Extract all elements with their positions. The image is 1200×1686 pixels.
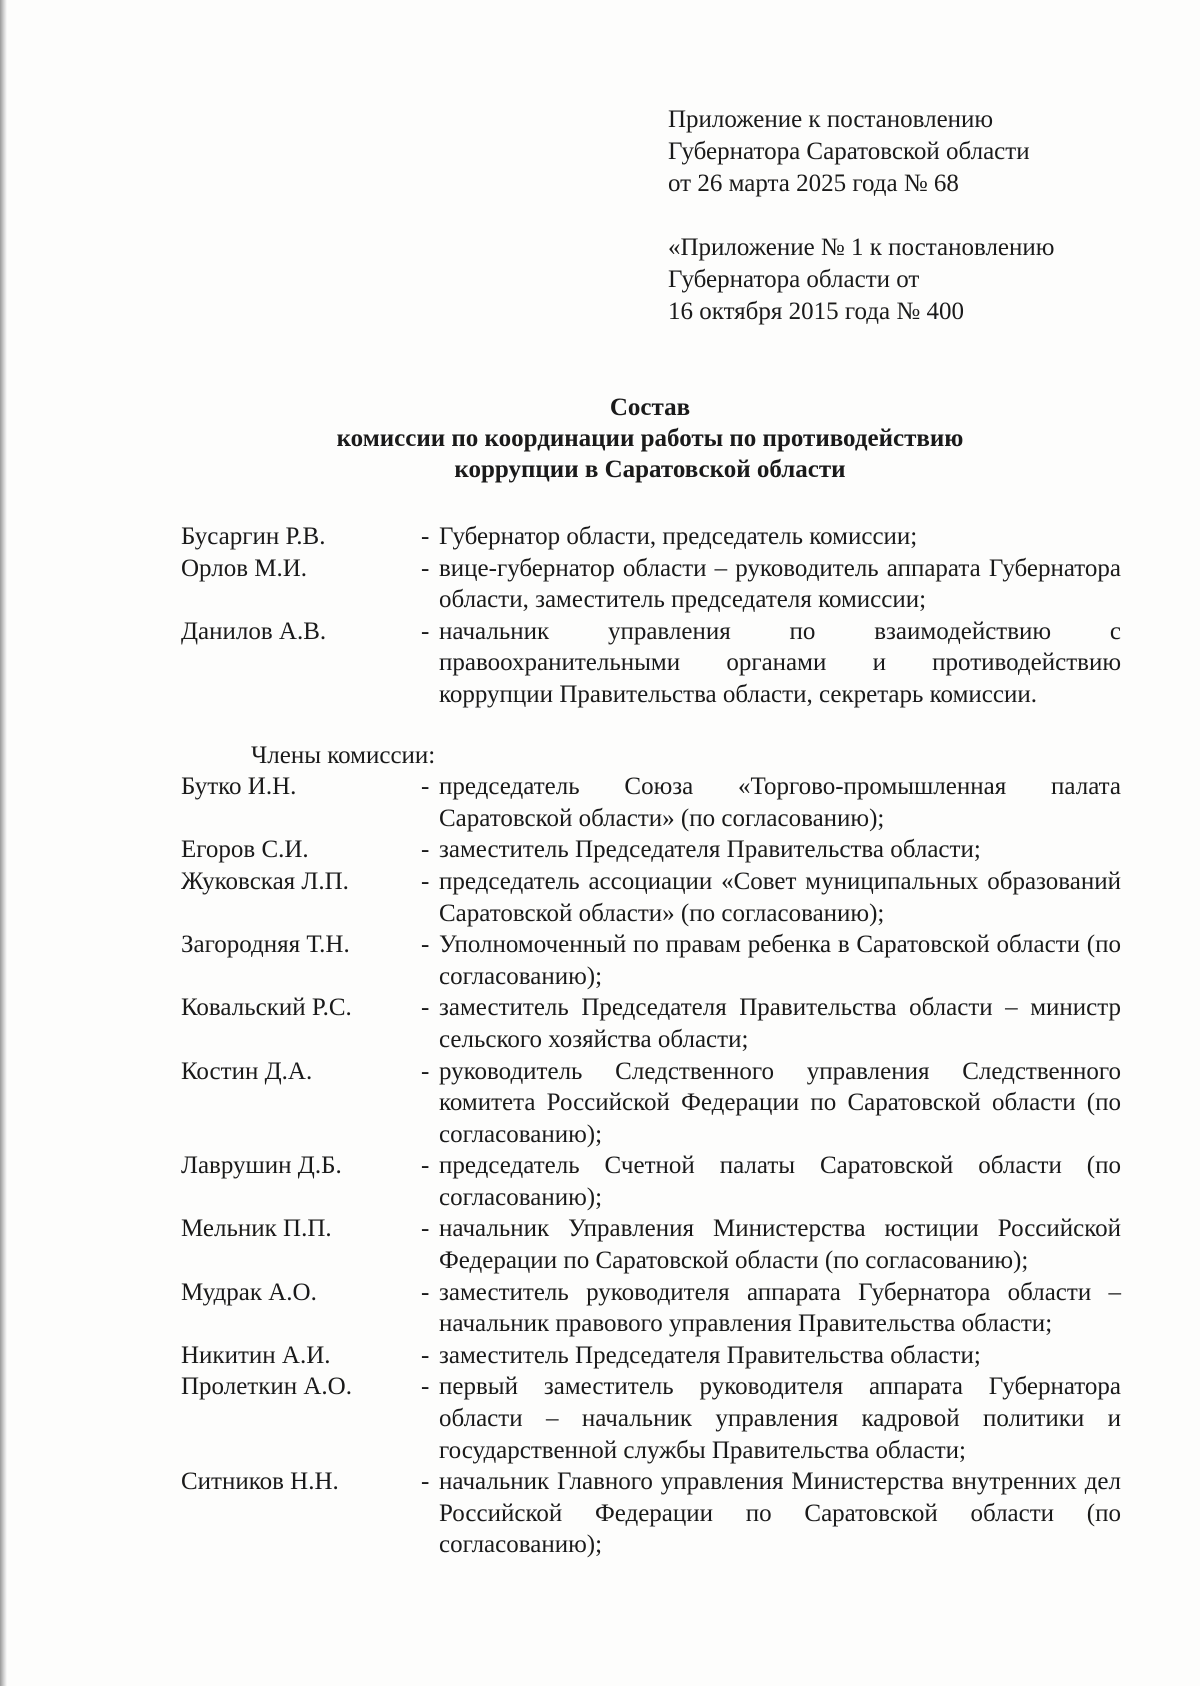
separator-dash: - [421, 1373, 430, 1401]
approval-line-2: Губернатора Саратовской области [668, 138, 1030, 165]
member-role: заместитель руководителя аппарата Губернатора области – начальник правового управления Правительства области; [439, 1278, 1121, 1338]
member-name: Бусаргин Р.В. [181, 523, 326, 550]
separator-dash: - [421, 1152, 430, 1180]
roster-row [181, 1340, 1121, 1372]
roster-row [181, 771, 1121, 834]
members-heading: Члены комиссии: [251, 741, 436, 769]
member-name: Мудрак А.О. [181, 1278, 317, 1306]
member-name: Бутко И.Н. [181, 773, 297, 801]
appendix-reference-header [668, 232, 1054, 328]
roster-row [181, 992, 1121, 1055]
roster-row [181, 1056, 1121, 1151]
separator-dash: - [421, 617, 430, 645]
roster-row [181, 1150, 1121, 1213]
member-name: Орлов М.И. [181, 554, 308, 582]
roster-row [181, 834, 1121, 866]
roster-row [181, 553, 1121, 616]
member-name: Мельник П.П. [181, 1215, 332, 1243]
members-list [181, 771, 1121, 1561]
separator-dash: - [421, 554, 430, 582]
roster-row [181, 866, 1121, 929]
member-role: заместитель Председателя Правительства области; [439, 1341, 981, 1369]
member-name: Пролеткин А.О. [181, 1373, 352, 1401]
commission-roster [181, 521, 1121, 1561]
separator-dash: - [421, 773, 430, 801]
separator-dash: - [421, 1215, 430, 1243]
separator-dash: - [421, 931, 430, 959]
member-role: Губернатор области, председатель комиссии; [439, 523, 918, 550]
separator-dash: - [421, 523, 430, 550]
scan-edge-shadow [0, 0, 7, 1686]
member-name: Егоров С.И. [181, 836, 309, 864]
member-name: Жуковская Л.П. [181, 867, 349, 895]
member-name: Никитин А.И. [181, 1341, 331, 1369]
member-name: Загородняя Т.Н. [181, 931, 350, 959]
member-role: председатель Счетной палаты Саратовской области (по согласованию); [439, 1152, 1121, 1211]
member-role: начальник Главного управления Министерства внутренних дел Российской Федерации по Саратовской области (по согласованию); [439, 1468, 1121, 1559]
roster-row [181, 1213, 1121, 1276]
member-role: начальник Управления Министерства юстиции Российской Федерации по Саратовской области (по согласованию); [439, 1215, 1121, 1275]
roster-row [181, 521, 1121, 553]
separator-dash: - [421, 1057, 430, 1085]
member-role: председатель ассоциации «Совет муниципальных образований Саратовской области» (по согласованию); [439, 867, 1121, 927]
leadership-list [181, 521, 1121, 711]
separator-dash: - [421, 867, 430, 895]
title-line-3: коррупции в Саратовской области [454, 456, 846, 483]
appendix-ref-line-3: 16 октября 2015 года № 400 [668, 298, 964, 325]
approval-line-3: от 26 марта 2025 года № 68 [668, 170, 959, 197]
roster-row [181, 929, 1121, 992]
approval-header [668, 104, 1030, 200]
member-role: Уполномоченный по правам ребенка в Саратовской области (по согласованию); [439, 931, 1121, 990]
member-role: заместитель Председателя Правительства области – министр сельского хозяйства области; [439, 994, 1121, 1053]
member-name: Данилов А.В. [181, 617, 327, 645]
member-role: начальник управления по взаимодействию с правоохранительными органами и противодействию коррупции Правительства области, секретарь комиссии. [439, 617, 1121, 708]
document-title [0, 392, 1200, 485]
member-role: первый заместитель руководителя аппарата Губернатора области – начальник управления кадровой политики и государственной службы Правительства области; [439, 1373, 1121, 1464]
member-name: Ковальский Р.С. [181, 994, 352, 1022]
appendix-ref-line-2: Губернатора области от [668, 266, 920, 293]
member-name: Ситников Н.Н. [181, 1468, 339, 1496]
member-name: Костин Д.А. [181, 1057, 313, 1085]
roster-row [181, 1371, 1121, 1466]
member-role: председатель Союза «Торгово-промышленная палата Саратовской области» (по согласованию); [439, 773, 1121, 832]
roster-row [181, 1466, 1121, 1561]
separator-dash: - [421, 1468, 430, 1496]
member-role: заместитель Председателя Правительства области; [439, 836, 981, 864]
separator-dash: - [421, 836, 430, 864]
separator-dash: - [421, 994, 430, 1022]
member-role: вице-губернатор области – руководитель аппарата Губернатора области, заместитель председателя комиссии; [439, 554, 1121, 614]
member-name: Лаврушин Д.Б. [181, 1152, 342, 1180]
roster-row [181, 1277, 1121, 1340]
title-line-2: комиссии по координации работы по противодействию [336, 425, 964, 452]
member-role: руководитель Следственного управления Следственного комитета Российской Федерации по Саратовской области (по согласованию); [439, 1057, 1121, 1148]
approval-line-1: Приложение к постановлению [668, 106, 994, 133]
title-line-1: Состав [609, 394, 691, 421]
separator-dash: - [421, 1341, 430, 1369]
separator-dash: - [421, 1278, 430, 1306]
roster-row [181, 616, 1121, 711]
appendix-ref-line-1: «Приложение № 1 к постановлению [668, 234, 1055, 261]
